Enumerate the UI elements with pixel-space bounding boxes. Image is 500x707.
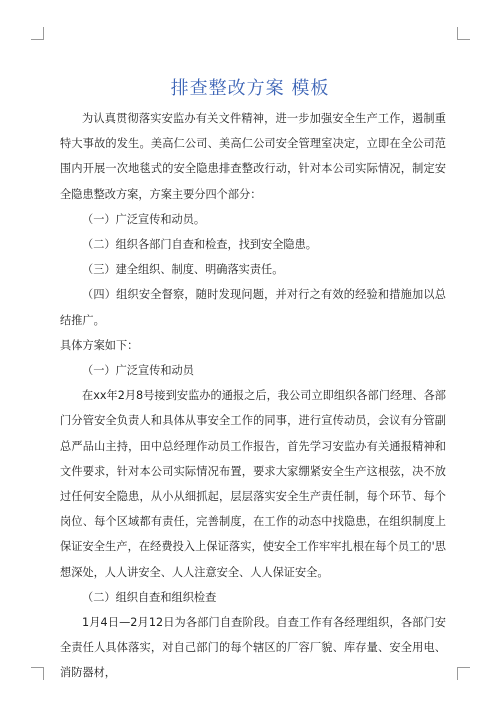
crop-mark-top-right — [457, 27, 470, 40]
paragraph-part-2: （二）组织各部门自查和检查，找到安全隐患。 — [82, 238, 317, 252]
crop-mark-bottom-left — [31, 667, 44, 680]
crop-mark-top-left — [31, 27, 44, 40]
section-heading-2: （二）组织自查和组织检查 — [82, 590, 217, 604]
document-title: 排查整改方案 模板 — [170, 78, 330, 100]
section-heading-1: （一）广泛宣传和动员 — [82, 364, 194, 378]
paragraph-section-1: 在xx年2月8号接到安监办的通报之后，我公司立即组织各部门经理、各部门分管安全负责人和具体从事安全工作的同事，进行宣传动员，会议有分管副总严品山主持，田中总经理作动员工作报告，首先学习安监办有关通报精神和文件要求，针对本公司实际情况布置，要求大家绷紧安全生产这根弦，决不放过任何安全隐患，从小从细抓起，层层落实安全生产责任制，每个环节、每个岗位、每个区域都有责任，完善制度，在工作的动态中找隐患，在组织制度上保证安全生产，在经费投入上保证落实，使安全工作牢牢扎根在每个员工的'思想深处，人人讲安全、人人注意安全、人人保证安全。 — [60, 389, 446, 579]
paragraph-part-3: （三）建全组织、制度、明确落实责任。 — [82, 263, 284, 277]
document-body — [60, 106, 446, 686]
paragraph-intro: 为认真贯彻落实安监办有关文件精神，进一步加强安全生产工作，遏制重特大事故的发生。美高仁公司、美高仁公司安全管理室决定，立即在全公司范围内开展一次地毯式的安全隐患排查整改行动，针对本公司实际情况，制定安全隐患整改方案，方案主要分四个部分： — [60, 112, 446, 201]
paragraph-section-2: 1月4日—2月12日为各部门自查阶段。自查工作有各经理组织，各部门安全责任人具体落实，对自己部门的每个辖区的厂容厂貌、库存量、安全用电、消防器材， — [60, 616, 446, 680]
paragraph-part-1: （一）广泛宣传和动员。 — [82, 212, 206, 226]
paragraph-plan-intro: 具体方案如下： — [60, 338, 139, 352]
crop-mark-bottom-right — [457, 667, 470, 680]
paragraph-part-4: （四）组织安全督察，随时发现问题，并对行之有效的经验和措施加以总结推广。 — [60, 288, 446, 327]
